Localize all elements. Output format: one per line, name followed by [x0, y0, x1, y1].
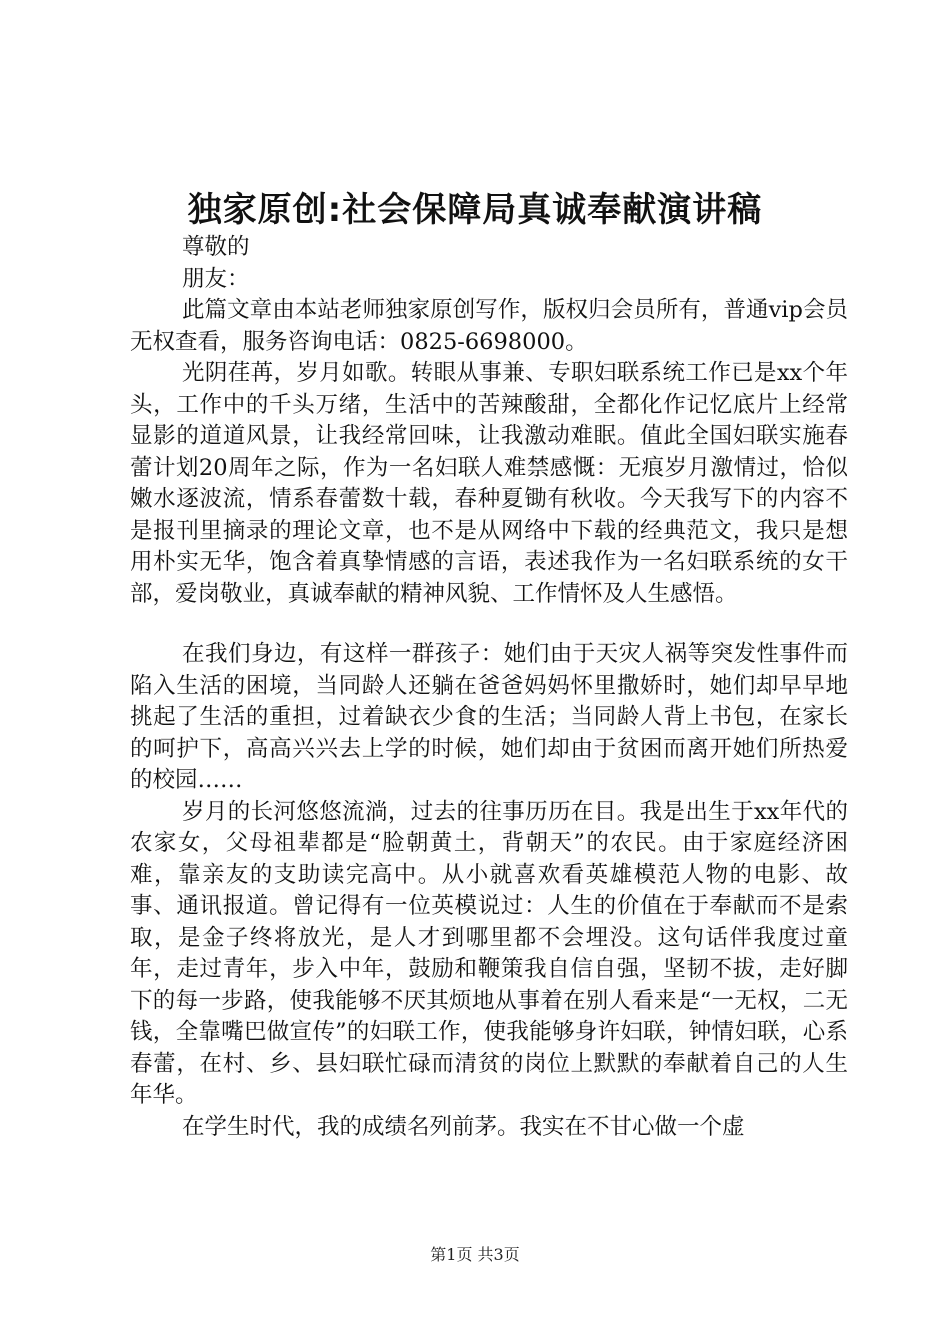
paragraph: 光阴荏苒，岁月如歌。转眼从事兼、专职妇联系统工作已是xx个年头，工作中的千头万绪，生活中的苦辣酸甜，全都化作记忆底片上经常显影的道道风景，让我经常回味，让我激动难眠。值此全国妇联实施春蕾计划20周年之际，作为一名妇联人难禁感慨：无痕岁月激情过，恰似嫩水逐波流，情系春蕾数十载，春种夏锄有秋收。今天我写下的内容不是报刊里摘录的理论文章，也不是从网络中下载的经典范文，我只是想用朴实无华，饱含着真挚情感的言语，表述我作为一名妇联系统的女干部，爱岗敬业，真诚奉献的精神风貌、工作情怀及人生感悟。 — [130, 360, 848, 607]
paragraph: 在学生时代，我的成绩名列前茅。我实在不甘心做一个虚 — [182, 1113, 745, 1140]
paragraph: 在我们身边，有这样一群孩子：她们由于天灾人祸等突发性事件而陷入生活的困境，当同龄人还躺在爸爸妈妈怀里撒娇时，她们却早早地挑起了生活的重担，过着缺衣少食的生活；当同龄人背上书包，在家长的呵护下，高高兴兴去上学的时候，她们却由于贫困而离开她们所热爱的校园…… — [130, 641, 848, 793]
page-footer: 第1页 共3页 — [430, 1245, 520, 1264]
paragraph: 岁月的长河悠悠流淌，过去的往事历历在目。我是出生于xx年代的农家女，父母祖辈都是“脸朝黄土，背朝天”的农民。由于家庭经济困难，靠亲友的支助读完高中。从小就喜欢看英雄模范人物的电影、故事、通讯报道。曾记得有一位英模说过：人生的价值在于奉献而不是索取，是金子终将放光，是人才到哪里都不会埋没。这句话伴我度过童年，走过青年，步入中年，鼓励和鞭策我自信自强，坚韧不拔，走好脚下的每一步路，使我能够不厌其烦地从事着在别人看来是“一无权，二无钱，全靠嘴巴做宣传”的妇联工作，使我能够身许妇联，钟情妇联，心系春蕾，在村、乡、县妇联忙碌而清贫的岗位上默默的奉献着自己的人生年华。 — [130, 798, 848, 1108]
salutation-line-1: 尊敬的 — [182, 234, 250, 260]
paragraph-gap — [130, 610, 848, 639]
document-title: 独家原创:社会保障局真诚奉献演讲稿 — [187, 190, 763, 230]
paragraph: 此篇文章由本站老师独家原创写作，版权归会员所有，普通vip会员无权查看，服务咨询电话：0825-6698000。 — [130, 297, 848, 355]
salutation-line-2: 朋友： — [182, 265, 250, 292]
document-body — [130, 232, 848, 1143]
